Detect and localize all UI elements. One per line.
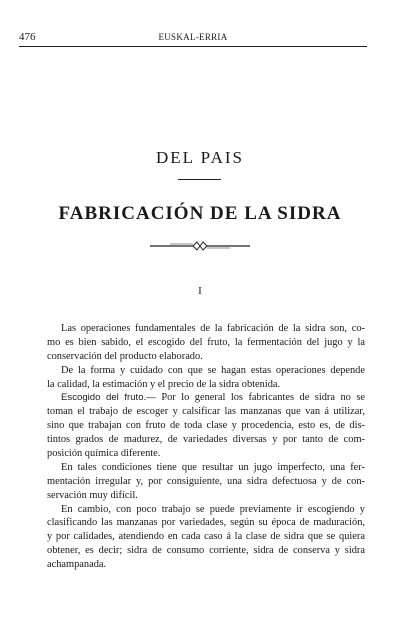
header-rule <box>19 46 367 47</box>
article-title: FABRICACIÓN DE LA SIDRA <box>58 203 342 224</box>
text-line: tintos grados de madurez, de variedades diversas y por tanto de com- <box>47 434 365 446</box>
text-line: sino que trabajan con fruto de toda clase y procedencia, esto es, de dis- <box>47 420 365 432</box>
text-line: toman el trabajo de escoger y calsificar las manzanas que van á utilizar, <box>47 406 365 418</box>
text-line-with-subhead <box>47 391 365 405</box>
section-title: DEL PAIS <box>156 148 244 167</box>
text-line: servación muy difícil. <box>47 489 138 501</box>
text-line: posición química diferente. <box>47 448 161 460</box>
text-fragment: Por lo general los fabricantes de sidra no se <box>161 392 365 404</box>
ornament-divider <box>150 240 250 252</box>
text-line: mo es bien sabido, el escogido del fruto, la fermentación del jugo y la <box>47 336 365 348</box>
text-line: De la forma y cuidado con que se hagan estas operaciones depende <box>61 364 365 376</box>
text-line: En cambio, con poco trabajo se puede previamente ir escogiendo y <box>61 503 365 515</box>
body-text <box>47 322 365 572</box>
text-line: la calidad, la estimación y el precio de la sidra obtenida. <box>47 378 281 390</box>
chapter-number: I <box>198 285 202 297</box>
section-divider <box>178 179 221 180</box>
text-line: Las operaciones fundamentales de la fabricación de la sidra son, co- <box>61 323 365 334</box>
text-line: clasificando las manzanas por variedades, según su época de maduración, <box>47 517 365 529</box>
running-header <box>19 28 367 44</box>
text-line: conservación del producto elaborado. <box>47 350 203 362</box>
page-number: 476 <box>19 31 36 43</box>
text-line: y por calidades, atendiendo en cada caso á la clase de sidra que se quiera <box>47 531 365 543</box>
text-line: achampanada. <box>47 559 107 571</box>
text-line: obtener, es decir; sidra de consumo corriente, sidra de conserva y sidra <box>47 545 365 557</box>
text-line: mentación irregular y, por consiguiente, una sidra defectuosa y de con- <box>47 475 365 487</box>
journal-title: EUSKAL-ERRIA <box>158 32 228 42</box>
subhead: Escogido del fruto.— <box>61 392 156 404</box>
text-line: En tales condiciones tiene que resultar un jugo imperfecto, una fer- <box>61 461 365 473</box>
